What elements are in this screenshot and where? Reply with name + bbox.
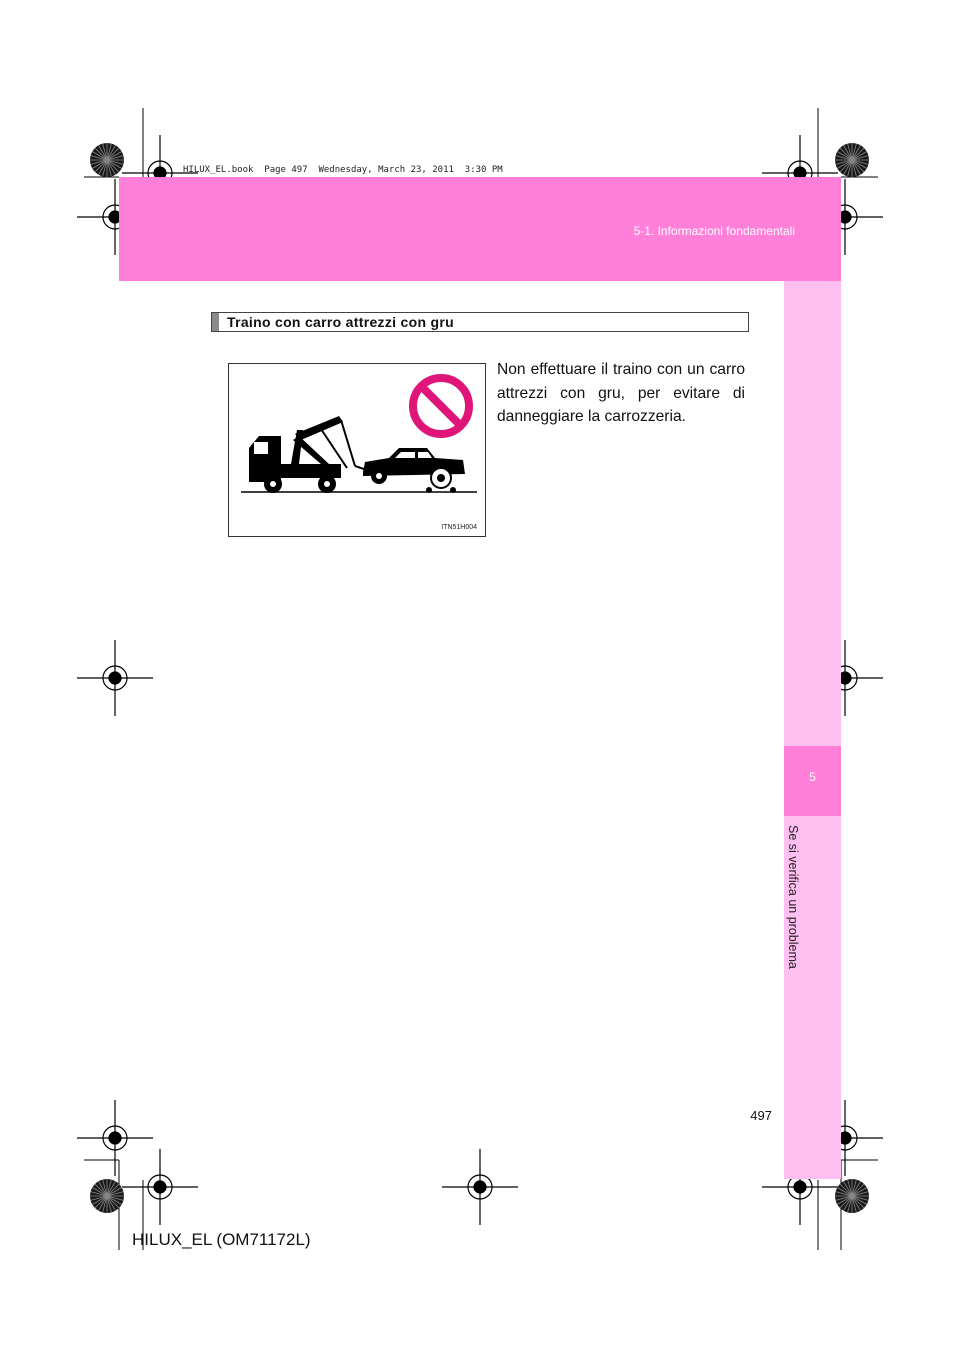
chapter-title: Se si verifica un problema: [786, 825, 800, 969]
color-bar-icon: [835, 143, 869, 177]
registration-mark-icon: [77, 640, 153, 716]
registration-mark-icon: [442, 1149, 518, 1225]
tow-truck-icon: [229, 364, 487, 538]
prohibition-icon: [413, 378, 469, 434]
chapter-number: 5: [809, 770, 816, 784]
registration-mark-icon: [77, 1100, 153, 1176]
body-text: Non effettuare il traino con un carro attrezzi con gru, per evitare di danneggiare la carrozzeria.: [497, 361, 745, 425]
page-number: 497: [750, 1108, 772, 1123]
color-bar-icon: [90, 1179, 124, 1213]
color-bar-icon: [90, 143, 124, 177]
section-heading-text: Traino con carro attrezzi con gru: [227, 314, 454, 330]
figure-code: ITN51H004: [441, 524, 477, 531]
tow-truck-illustration: [228, 363, 486, 537]
color-bar-icon: [835, 1179, 869, 1213]
registration-mark-icon: [122, 1149, 198, 1225]
chapter-side-tab: [784, 281, 841, 1179]
manual-code: HILUX_EL (OM71172L): [132, 1230, 311, 1249]
book-stamp: HILUX_EL.book Page 497 Wednesday, March 23, 2011 3:30 PM: [183, 165, 503, 175]
heading-accent-bar: [212, 313, 219, 331]
section-title: 5-1. Informazioni fondamentali: [633, 224, 795, 238]
section-heading: [211, 312, 749, 332]
